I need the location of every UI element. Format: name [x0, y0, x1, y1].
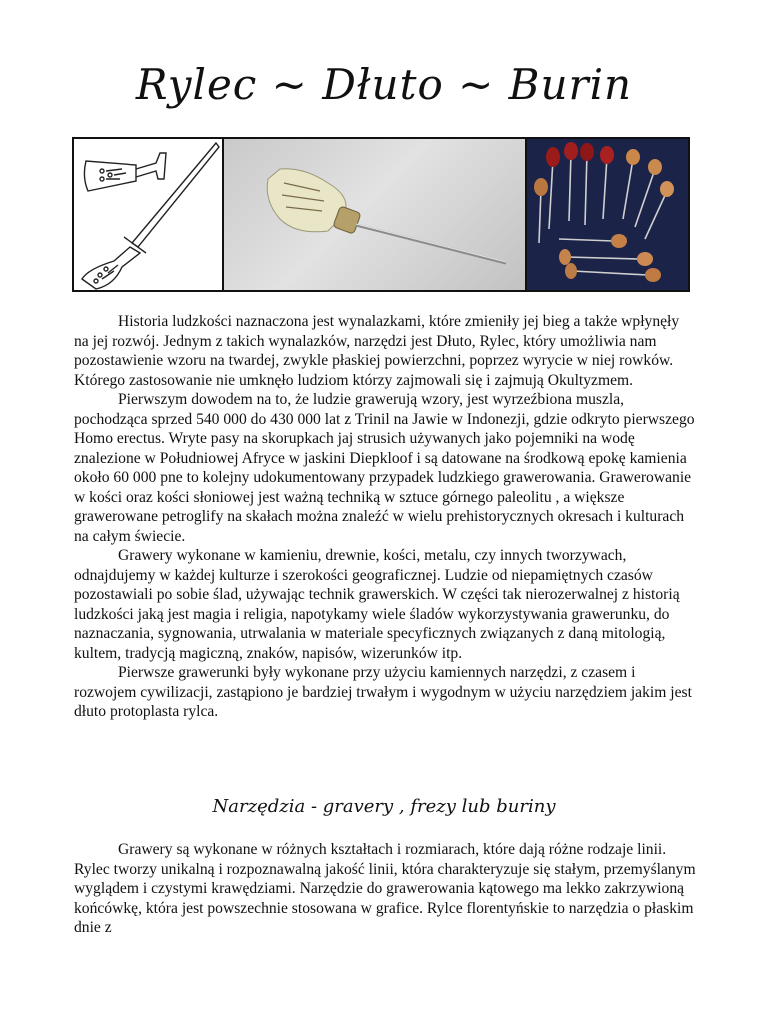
paragraph: Grawery wykonane w kamieniu, drewnie, kości, metalu, czy innych tworzywach, odnajdujemy w każdej kulturze i szerokości geograficznej. Ludzie od niepamiętnych czasów pozostawiali po sobie ślad, używając technik grawerskich. W części tak nierozerwalnej z historią ludzkości jaką jest magia i religia, napotykamy wiele śladów wykorzystywania grawerunku, do naznaczania, sygnowania, utrwalania w materiale specyficznych związanych z daną mitologią, kultem, tradycją magiczną, znaków, napisów, wizerunków itp.	[74, 547, 680, 662]
section-heading: Narzędzia - gravery , frezy lub buriny	[212, 796, 556, 817]
article-body	[74, 312, 696, 722]
burin-drawing-image	[74, 139, 224, 290]
burin-set-icon	[527, 139, 688, 290]
article-body-section	[74, 840, 696, 938]
burin-photo-icon	[224, 139, 525, 290]
burin-photo-image	[224, 139, 527, 290]
paragraph: Historia ludzkości naznaczona jest wynalazkami, które zmieniły jej bieg a także wpłynęły na jej rozwój. Jednym z takich wynalazków, narzędzi jest Dłuto, Rylec, który umożliwia nam pozostawienie wzoru na twardej, zwykle płaskiej powierzchni, poprzez wyrycie w niej rowków. Którego zastosowanie nie umknęło ludziom którzy zajmowali się i zajmują Okultyzmem.	[74, 313, 680, 389]
paragraph: Pierwszym dowodem na to, że ludzie grawerują wzory, jest wyrzeźbiona muszla, pochodząca sprzed 540 000 do 430 000 lat z Trinil na Jawie w Indonezji, gdzie odkryto pierwszego Homo erectus. Wryte pasy na skorupkach jaj strusich używanych jako pojemniki na wodę znalezione w Południowej Afryce w jaskini Diepkloof i są datowane na środkową epokę kamienia około 60 000 pne to kolejny udokumentowany przypadek ludzkiego grawerowania. Grawerowanie w kości oraz kości słoniowej jest ważną techniką w sztuce górnego paleolitu , a większe grawerowane petroglify na skałach można znaleźć w wielu prehistorycznych okresach i kulturach na całym świecie.	[74, 391, 695, 545]
paragraph: Pierwsze grawerunki były wykonane przy użyciu kamiennych narzędzi, z czasem i rozwojem cywilizacji, zastąpiono je bardziej trwałym i wygodnym w użyciu narzędziem jakim jest dłuto protoplasta rylca.	[74, 664, 692, 720]
image-gallery	[72, 137, 690, 292]
burin-drawing-icon	[74, 139, 222, 290]
page-title: Rylec ~ Dłuto ~ Burin	[135, 60, 633, 109]
paragraph: Grawery są wykonane w różnych kształtach i rozmiarach, które dają różne rodzaje linii. Rylec tworzy unikalną i rozpoznawalną jakość linii, która charakteryzuje się stałym, przemyślanym wyglądem i czystymi krawędziami. Narzędzie do grawerowania kątowego ma lekko zakrzywioną końcówkę, która jest powszechnie stosowana w grafice. Rylce florentyńskie to narzędzia o płaskim dnie z	[74, 841, 696, 936]
burin-set-photo-image	[527, 139, 688, 290]
